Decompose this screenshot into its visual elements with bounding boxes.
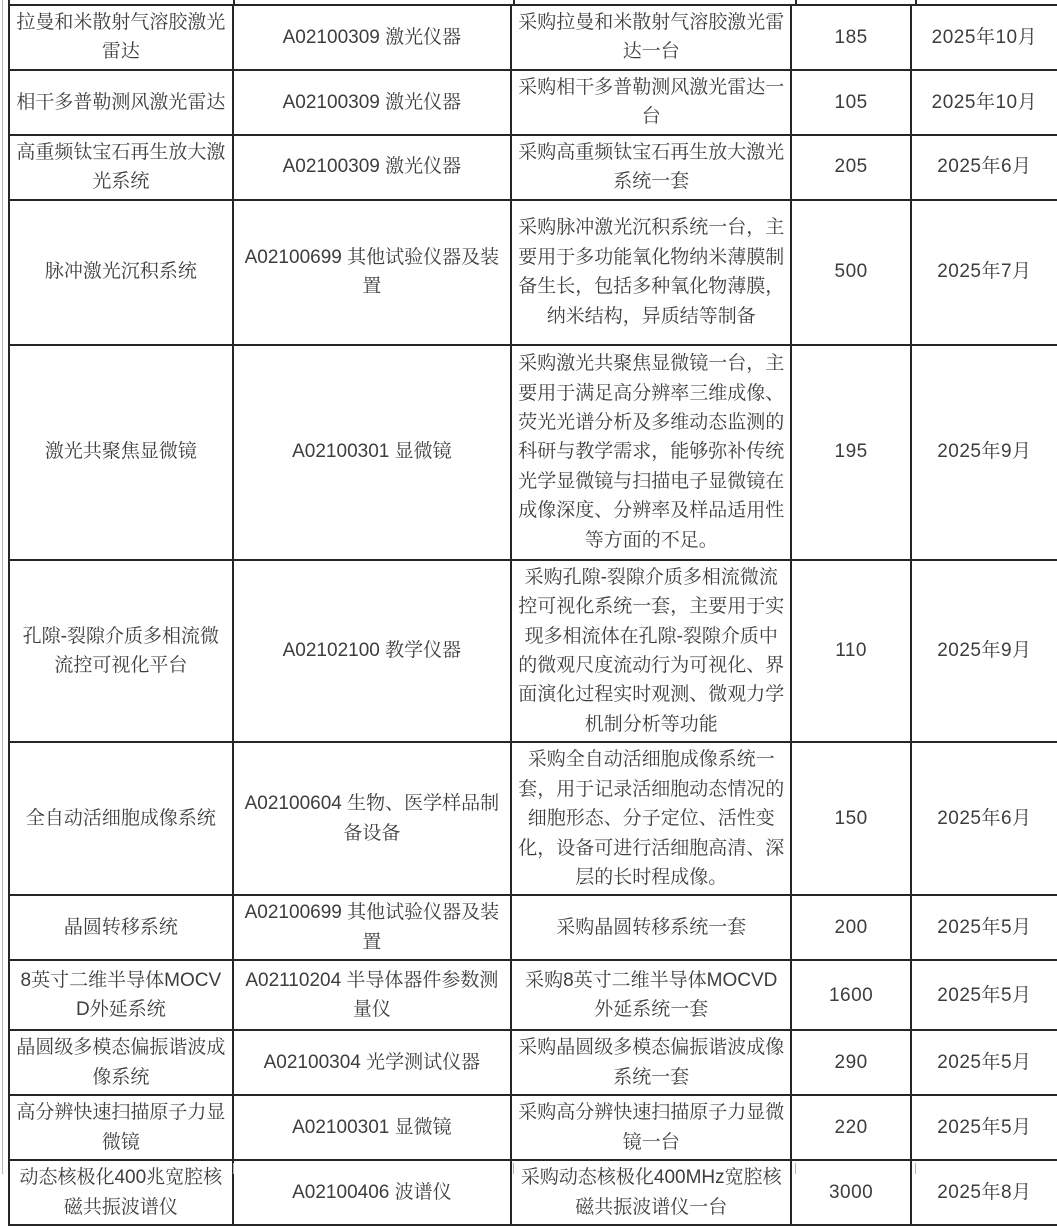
procurement-table [8,4,1057,1226]
amount-cell: 205 [791,135,910,200]
requirement-cell: 采购8英寸二维半导体MOCVD外延系统一套 [511,960,791,1030]
category-cell: A02110204 半导体器件参数测量仪 [233,960,511,1030]
category-cell: A02100309 激光仪器 [233,5,511,70]
requirement-cell: 采购相干多普勒测风激光雷达一台 [511,70,791,135]
date-cell: 2025年5月 [911,895,1057,960]
table-row [9,1030,1057,1095]
category-cell: A02100309 激光仪器 [233,135,511,200]
requirement-cell: 采购孔隙-裂隙介质多相流微流控可视化系统一套，主要用于实现多相流体在孔隙-裂隙介质中的微观尺度流动行为可视化、界面演化过程实时观测、微观力学机制分析等功能 [511,560,791,743]
requirement-cell: 采购高重频钛宝石再生放大激光系统一套 [511,135,791,200]
table-row [9,345,1057,560]
equipment-name-cell: 拉曼和米散射气溶胶激光雷达 [9,5,233,70]
date-cell: 2025年5月 [911,960,1057,1030]
table-row [9,1160,1057,1225]
date-cell: 2025年8月 [911,1160,1057,1225]
requirement-cell: 采购脉冲激光沉积系统一台，主要用于多功能氧化物纳米薄膜制备生长，包括多种氧化物薄膜，纳米结构，异质结等制备 [511,200,791,345]
requirement-cell: 采购晶圆转移系统一套 [511,895,791,960]
date-cell: 2025年5月 [911,1030,1057,1095]
equipment-name-cell: 动态核极化400兆宽腔核磁共振波谱仪 [9,1160,233,1225]
bottom-border-stub [513,1163,514,1174]
table-row [9,895,1057,960]
table-row [9,135,1057,200]
left-edge-scan-line [2,0,3,1174]
amount-cell: 500 [791,200,910,345]
category-cell: A02100301 显微镜 [233,1095,511,1160]
bottom-border-stub [795,1163,796,1174]
amount-cell: 105 [791,70,910,135]
amount-cell: 290 [791,1030,910,1095]
requirement-cell: 采购拉曼和米散射气溶胶激光雷达一台 [511,5,791,70]
equipment-name-cell: 脉冲激光沉积系统 [9,200,233,345]
requirement-cell: 采购全自动活细胞成像系统一套，用于记录活细胞动态情况的细胞形态、分子定位、活性变化，设备可进行活细胞高清、深层的长时程成像。 [511,742,791,895]
amount-cell: 150 [791,742,910,895]
requirement-cell: 采购动态核极化400MHz宽腔核磁共振波谱仪一台 [511,1160,791,1225]
equipment-name-cell: 孔隙-裂隙介质多相流微流控可视化平台 [9,560,233,743]
equipment-name-cell: 全自动活细胞成像系统 [9,742,233,895]
bottom-border-stub [233,1163,234,1174]
category-cell: A02102100 教学仪器 [233,560,511,743]
date-cell: 2025年6月 [911,135,1057,200]
amount-cell: 185 [791,5,910,70]
category-cell: A02100699 其他试验仪器及装置 [233,895,511,960]
date-cell: 2025年9月 [911,345,1057,560]
amount-cell: 195 [791,345,910,560]
table-row [9,200,1057,345]
date-cell: 2025年6月 [911,742,1057,895]
category-cell: A02100406 波谱仪 [233,1160,511,1225]
equipment-name-cell: 高分辨快速扫描原子力显微镜 [9,1095,233,1160]
table-row [9,560,1057,743]
date-cell: 2025年10月 [911,70,1057,135]
requirement-cell: 采购晶圆级多模态偏振谐波成像系统一套 [511,1030,791,1095]
date-cell: 2025年5月 [911,1095,1057,1160]
bottom-border-stub [915,1163,916,1174]
amount-cell: 3000 [791,1160,910,1225]
equipment-name-cell: 高重频钛宝石再生放大激光系统 [9,135,233,200]
table-row [9,70,1057,135]
equipment-name-cell: 晶圆转移系统 [9,895,233,960]
requirement-cell: 采购激光共聚焦显微镜一台，主要用于满足高分辨率三维成像、荧光光谱分析及多维动态监测的科研与教学需求，能够弥补传统光学显微镜与扫描电子显微镜在成像深度、分辨率及样品适用性等方面的不足。 [511,345,791,560]
equipment-name-cell: 8英寸二维半导体MOCVD外延系统 [9,960,233,1030]
table-row [9,1095,1057,1160]
amount-cell: 200 [791,895,910,960]
table-row [9,742,1057,895]
date-cell: 2025年7月 [911,200,1057,345]
equipment-name-cell: 晶圆级多模态偏振谐波成像系统 [9,1030,233,1095]
date-cell: 2025年9月 [911,560,1057,743]
amount-cell: 220 [791,1095,910,1160]
table-row [9,960,1057,1030]
category-cell: A02100699 其他试验仪器及装置 [233,200,511,345]
equipment-name-cell: 相干多普勒测风激光雷达 [9,70,233,135]
category-cell: A02100309 激光仪器 [233,70,511,135]
amount-cell: 1600 [791,960,910,1030]
table-row [9,5,1057,70]
date-cell: 2025年10月 [911,5,1057,70]
category-cell: A02100604 生物、医学样品制备设备 [233,742,511,895]
equipment-name-cell: 激光共聚焦显微镜 [9,345,233,560]
category-cell: A02100304 光学测试仪器 [233,1030,511,1095]
requirement-cell: 采购高分辨快速扫描原子力显微镜一台 [511,1095,791,1160]
amount-cell: 110 [791,560,910,743]
category-cell: A02100301 显微镜 [233,345,511,560]
